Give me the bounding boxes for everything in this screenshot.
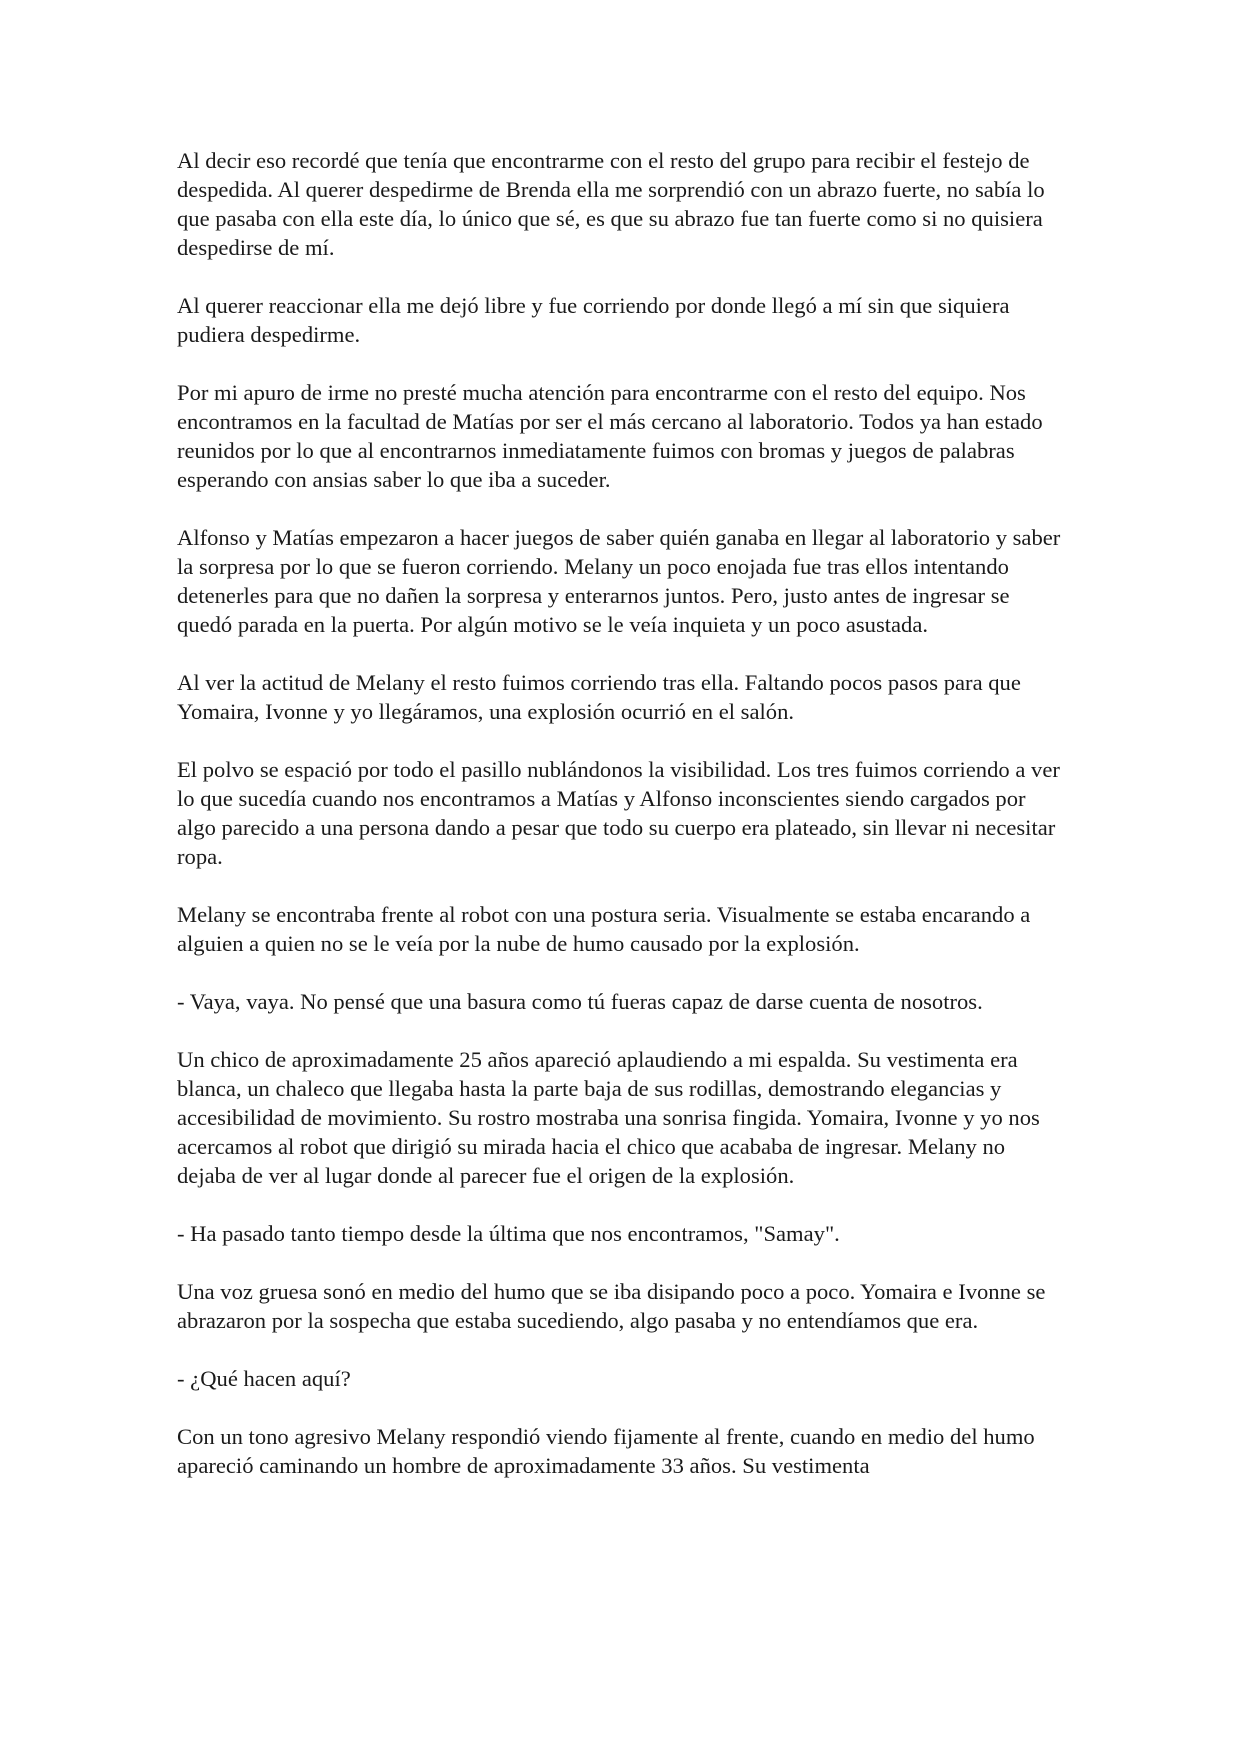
paragraph-8: - Vaya, vaya. No pensé que una basura como tú fueras capaz de darse cuenta de nosotros. <box>177 989 983 1014</box>
paragraph-2: Al querer reaccionar ella me dejó libre y fue corriendo por donde llegó a mí sin que siquiera pudiera despedirme. <box>177 293 1010 347</box>
paragraph-6: El polvo se espació por todo el pasillo nublándonos la visibilidad. Los tres fuimos corriendo a ver lo que sucedía cuando nos encontramos a Matías y Alfonso inconscientes siendo cargados por algo parecido a una persona dando a pesar que todo su cuerpo era plateado, sin llevar ni necesitar ropa. <box>177 757 1060 869</box>
document-body <box>177 146 1065 1509</box>
paragraph-9: Un chico de aproximadamente 25 años apareció aplaudiendo a mi espalda. Su vestimenta era blanca, un chaleco que llegaba hasta la parte baja de sus rodillas, demostrando elegancias y accesibilidad de movimiento. Su rostro mostraba una sonrisa fingida. Yomaira, Ivonne y yo nos acercamos al robot que dirigió su mirada hacia el chico que acababa de ingresar. Melany no dejaba de ver al lugar donde al parecer fue el origen de la explosión. <box>177 1047 1040 1188</box>
paragraph-11: Una voz gruesa sonó en medio del humo que se iba disipando poco a poco. Yomaira e Ivonne se abrazaron por la sospecha que estaba sucediendo, algo pasaba y no entendíamos que era. <box>177 1279 1046 1333</box>
paragraph-13: Con un tono agresivo Melany respondió viendo fijamente al frente, cuando en medio del humo apareció caminando un hombre de aproximadamente 33 años. Su vestimenta <box>177 1424 1035 1478</box>
paragraph-10: - Ha pasado tanto tiempo desde la última que nos encontramos, "Samay". <box>177 1221 840 1246</box>
paragraph-5: Al ver la actitud de Melany el resto fuimos corriendo tras ella. Faltando pocos pasos para que Yomaira, Ivonne y yo llegáramos, una explosión ocurrió en el salón. <box>177 670 1021 724</box>
paragraph-4: Alfonso y Matías empezaron a hacer juegos de saber quién ganaba en llegar al laboratorio y saber la sorpresa por lo que se fueron corriendo. Melany un poco enojada fue tras ellos intentando detenerles para que no dañen la sorpresa y enterarnos juntos. Pero, justo antes de ingresar se quedó parada en la puerta. Por algún motivo se le veía inquieta y un poco asustada. <box>177 525 1061 637</box>
paragraph-7: Melany se encontraba frente al robot con una postura seria. Visualmente se estaba encarando a alguien a quien no se le veía por la nube de humo causado por la explosión. <box>177 902 1031 956</box>
paragraph-1: Al decir eso recordé que tenía que encontrarme con el resto del grupo para recibir el festejo de despedida. Al querer despedirme de Brenda ella me sorprendió con un abrazo fuerte, no sabía lo que pasaba con ella este día, lo único que sé, es que su abrazo fue tan fuerte como si no quisiera despedirse de mí. <box>177 148 1045 260</box>
paragraph-3: Por mi apuro de irme no presté mucha atención para encontrarme con el resto del equipo. Nos encontramos en la facultad de Matías por ser el más cercano al laboratorio. Todos ya han estado reunidos por lo que al encontrarnos inmediatamente fuimos con bromas y juegos de palabras esperando con ansias saber lo que iba a suceder. <box>177 380 1043 492</box>
paragraph-12: - ¿Qué hacen aquí? <box>177 1366 351 1391</box>
